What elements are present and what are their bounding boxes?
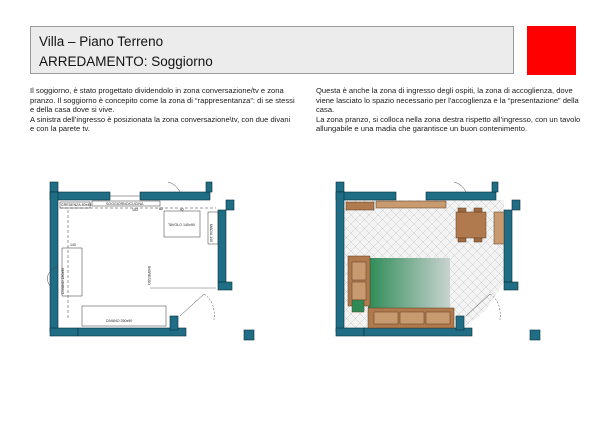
sofa-bottom-cushion — [400, 312, 424, 324]
wall-bottom-left — [336, 328, 364, 336]
label-dim-62: 62 — [159, 207, 163, 211]
right-paragraph-2: La zona pranzo, si colloca nella zona destra rispetto all’ingresso, con un tavolo allungabile e una madia che garantisce un buon contenimento. — [316, 114, 581, 134]
wall-right-upper — [218, 210, 226, 282]
wall-tab-top-left — [50, 182, 58, 192]
wall-right-notch — [512, 200, 520, 210]
sofa-bottom-cushion — [374, 312, 398, 324]
door-arc-top — [168, 182, 180, 192]
wall-tab-top-left — [336, 182, 344, 192]
label-tavolo: TAVOLO 140x90 — [168, 223, 195, 227]
wall-bottom-pier — [170, 316, 178, 330]
wall-right-lower — [504, 282, 518, 290]
wall-right-notch — [226, 200, 234, 210]
column — [244, 330, 254, 340]
tv-wall-unit — [376, 201, 446, 208]
wall-top-left — [336, 192, 396, 200]
label-dim-140: 140 — [70, 243, 76, 247]
sofa-left-cushion — [352, 262, 366, 280]
label-ingresso: INGRESSO — [147, 266, 151, 285]
sofa-bottom — [82, 306, 166, 326]
page-title: Villa – Piano Terreno — [39, 34, 164, 49]
wall-right-lower — [218, 282, 232, 290]
furniture — [60, 201, 218, 326]
column — [530, 330, 540, 340]
wall-left — [336, 192, 344, 332]
label-credenza: CREDENZA 80x45 — [61, 203, 92, 207]
left-paragraph-1: Il soggiorno, è stato progettato dividendolo in zona conversazione/tv e zona pranzo. Il soggiorno è concepito come la zona di “rappresentanza”: di se stessi e della casa dove si vive. — [30, 86, 295, 115]
madia — [494, 212, 504, 244]
left-paragraph-2: A sinistra dell’ingresso è posizionata la zona conversazione\tv, con due divani e con la parete tv. — [30, 114, 291, 134]
label-soggiorno: SOGGIORNO/CUCINA — [106, 202, 144, 206]
green-pouf — [352, 300, 364, 312]
header-box — [30, 26, 514, 74]
floor-plan-furnished — [306, 170, 596, 360]
label-dim-92: 92 — [180, 208, 184, 212]
page-subtitle: ARREDAMENTO: Soggiorno — [39, 54, 213, 69]
label-divano-bottom: DIVANO 250x90 — [106, 319, 133, 323]
label-madia: MADIA 140 — [209, 224, 213, 243]
chair — [474, 208, 482, 212]
floor-plan-technical-svg — [20, 170, 310, 360]
wall-bottom-left — [50, 328, 78, 336]
left-description — [30, 86, 296, 134]
accent-square — [527, 26, 576, 75]
chair — [458, 238, 466, 242]
wall-right-upper — [504, 210, 512, 282]
sofa-left-cushion — [352, 282, 366, 300]
label-divano-left: DIVANO 180x90 — [61, 267, 65, 294]
door-arc-top — [454, 182, 466, 192]
wall-bottom-pier — [456, 316, 464, 330]
rug — [368, 258, 450, 310]
floor-plan-furnished-svg — [306, 170, 596, 360]
entry-door-leaf — [180, 294, 204, 316]
sofa-bottom-cushion — [426, 312, 450, 324]
wall-tab-top-right — [206, 182, 212, 192]
label-dim-153: 153 — [132, 208, 138, 212]
chair — [458, 208, 466, 212]
floor-plan-technical — [20, 170, 310, 360]
wall-tab-top-right — [492, 182, 498, 192]
credenza — [346, 202, 374, 210]
sofa-left — [62, 248, 82, 296]
wall-left — [50, 192, 58, 332]
right-paragraph-1: Questa è anche la zona di ingresso degli ospiti, la zona di accoglienza, dove viene lasciato lo spazio necessario per l'accoglienza e la “presentazione” della casa. — [316, 86, 579, 115]
entry-door-arc — [204, 294, 214, 320]
dining-table — [456, 212, 486, 238]
wall-top-right — [426, 192, 496, 200]
wall-top-left — [50, 192, 110, 200]
wall-top-right — [140, 192, 210, 200]
right-description — [316, 86, 582, 134]
chair — [474, 238, 482, 242]
